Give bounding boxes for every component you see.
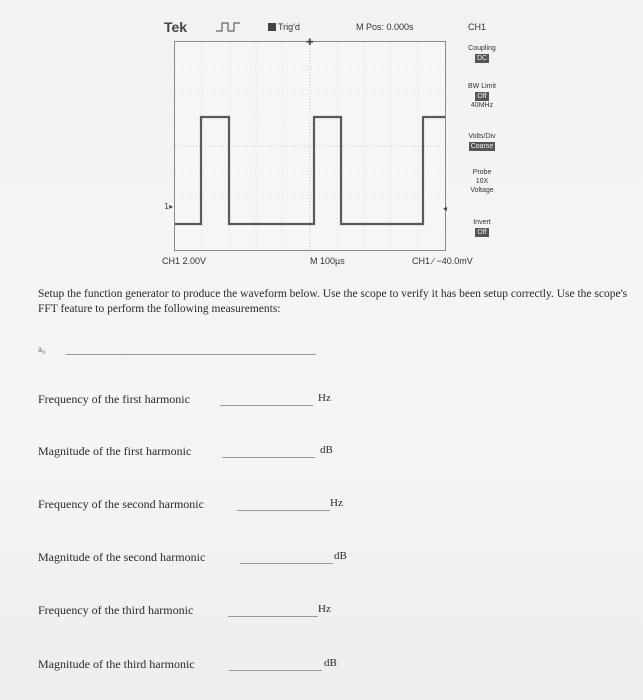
question-unit: dB <box>334 550 347 562</box>
trigger-status: Trig'd <box>268 22 300 32</box>
question-label: Magnitude of the second harmonic <box>38 550 206 564</box>
question-label: Frequency of the second harmonic <box>38 497 204 511</box>
a0-answer-blank[interactable] <box>66 354 316 355</box>
volts-div-menu-item[interactable]: Volts/Div Coarse <box>468 133 496 150</box>
scope-brand: Tek <box>164 19 188 35</box>
scope-screen <box>174 41 446 251</box>
channel-scale: CH1 2.00V <box>162 256 207 266</box>
trigger-position-icon: ✚ <box>306 38 314 48</box>
question-unit: Hz <box>330 497 343 509</box>
acquire-run-icon <box>216 21 240 33</box>
a0-answer-row <box>38 344 318 358</box>
probe-menu-item[interactable]: Probe 10X Voltage <box>470 169 494 194</box>
answer-blank[interactable] <box>222 457 315 458</box>
time-scale: M 100µs <box>310 256 345 266</box>
answer-blank[interactable] <box>229 670 322 671</box>
oscilloscope-screenshot <box>150 14 512 276</box>
scope-readout-bar <box>150 254 512 270</box>
question-unit: dB <box>324 657 337 669</box>
question-unit: dB <box>320 444 333 456</box>
a0-label: a₀ <box>38 344 46 354</box>
answer-blank[interactable] <box>228 616 318 617</box>
horizontal-position: M Pos: 0.000s <box>356 22 414 32</box>
answer-blank[interactable] <box>240 563 333 564</box>
question-label: Magnitude of the first harmonic <box>38 444 192 458</box>
bw-limit-menu-item[interactable]: BW Limit Off 40MHz <box>468 83 496 109</box>
scope-status-bar <box>150 14 512 40</box>
volts-div-value: Coarse <box>470 143 494 150</box>
question-label: Frequency of the first harmonic <box>38 392 190 406</box>
coupling-menu-item[interactable]: Coupling DC <box>468 45 496 62</box>
menu-channel-header: CH1 <box>468 22 487 32</box>
invert-value: Off <box>477 229 487 236</box>
question-unit: Hz <box>318 603 331 615</box>
answer-blank[interactable] <box>237 510 330 511</box>
waveform-display <box>175 42 448 250</box>
question-label: Magnitude of the third harmonic <box>38 657 195 671</box>
trigger-status-icon <box>268 23 276 31</box>
trigger-level-icon: ◂ <box>443 204 448 213</box>
instructions-text: Setup the function generator to produce the waveform below. Use the scope to verify it has been setup correctly. Use the scope's FFT feature to perform the following measurements: <box>38 288 628 315</box>
question-label: Frequency of the third harmonic <box>38 603 194 617</box>
coupling-value: DC <box>476 55 488 62</box>
bw-limit-value: Off <box>477 93 487 100</box>
answer-blank[interactable] <box>220 405 313 406</box>
invert-menu-item[interactable]: Invert Off <box>473 219 491 236</box>
graticule-center <box>175 42 448 250</box>
channel-ground-marker: 1▸ <box>164 202 174 211</box>
trigger-readout: CH1 ∕ −40.0mV <box>412 256 473 266</box>
question-unit: Hz <box>318 392 331 404</box>
